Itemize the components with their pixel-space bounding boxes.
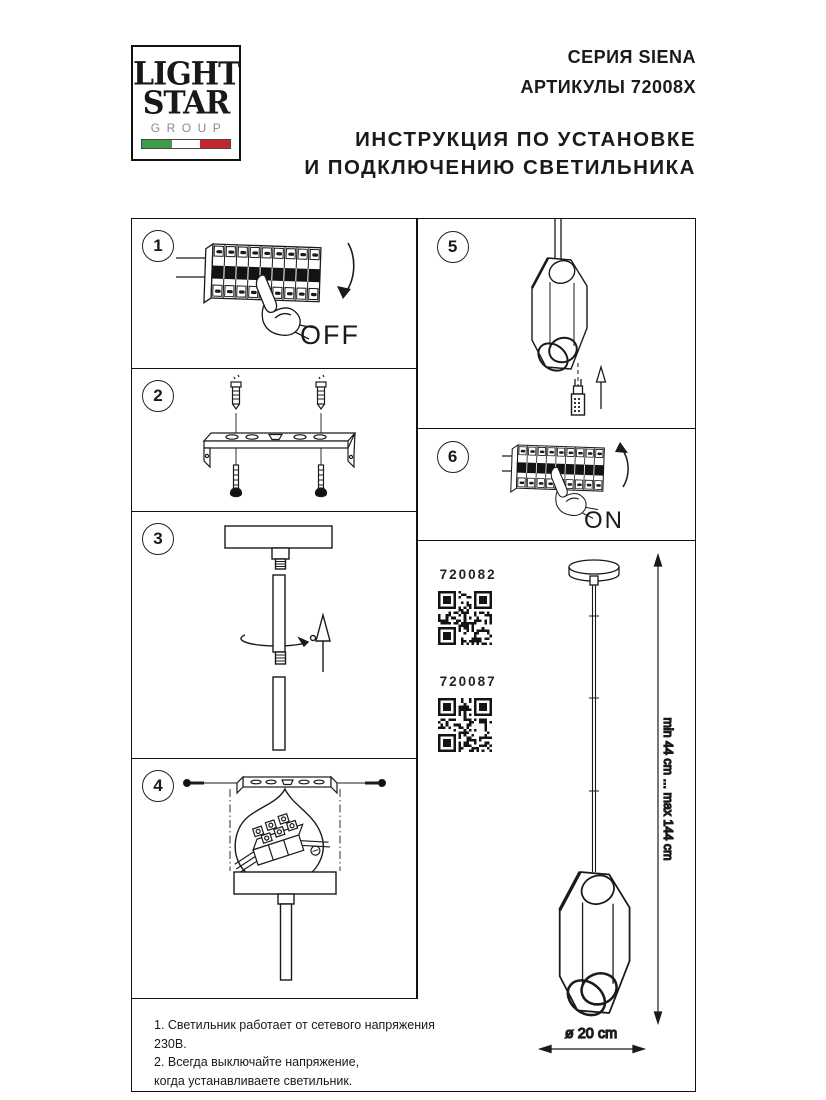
step-number-badge: 2 [142,380,174,412]
breaker-off-drawing [132,219,414,367]
flag-red-stripe [200,140,230,148]
flag-green-stripe [142,140,172,148]
note-line: 2. Всегда выключайте напряжение, [154,1055,360,1069]
shade-bulb-drawing [418,219,694,427]
step-panel-5 [418,219,696,429]
instruction-title-line2: И ПОДКЛЮЧЕНИЮ СВЕТИЛЬНИКА [304,156,696,179]
off-label: OFF [300,320,360,350]
diameter-dimension-label: ø 20 cm [564,1026,617,1042]
notes-panel [132,999,435,1091]
step-panel-3 [132,512,416,759]
step-panel-1 [132,219,416,369]
step-panel-4 [132,759,416,999]
step-number-badge: 5 [437,231,469,263]
breaker-on-drawing [418,429,694,539]
product-diagram-panel [418,541,696,1091]
step-number-badge: 4 [142,770,174,802]
step-number-badge: 6 [437,441,469,473]
article-label: 720082 [439,567,497,582]
step-panel-6 [418,429,696,541]
wiring-connection-drawing [132,759,414,997]
flag-white-stripe [172,140,200,148]
instruction-title-line1: ИНСТРУКЦИЯ ПО УСТАНОВКЕ [355,128,696,151]
step-panel-2 [132,369,416,512]
step-number-badge: 3 [142,523,174,555]
rod-assembly-drawing [132,512,414,757]
document-titles [304,42,696,182]
logo-word-light: LIGHT [133,56,240,93]
logo-word-group: GROUP [150,121,228,135]
note-line: 1. Светильник работает от сетевого напряжения 230В. [154,1018,435,1051]
lightstar-logo [131,45,241,161]
article-label: 720087 [439,674,497,689]
articles-title: АРТИКУЛЫ 72008X [520,77,696,97]
on-label: ON [583,507,624,534]
pendant-dimensions-drawing [418,541,694,1089]
series-title: СЕРИЯ SIENA [567,47,696,67]
mounting-bracket-drawing [132,369,414,510]
step-number-badge: 1 [142,230,174,262]
steps-frame [131,218,696,1092]
logo-word-star: STAR [142,85,230,122]
installation-notes [154,1016,454,1090]
italian-flag-icon [141,139,231,149]
height-dimension-label: min 44 cm ... max 144 cm [660,717,675,861]
note-line: когда устанавливаете светильник. [154,1073,353,1088]
